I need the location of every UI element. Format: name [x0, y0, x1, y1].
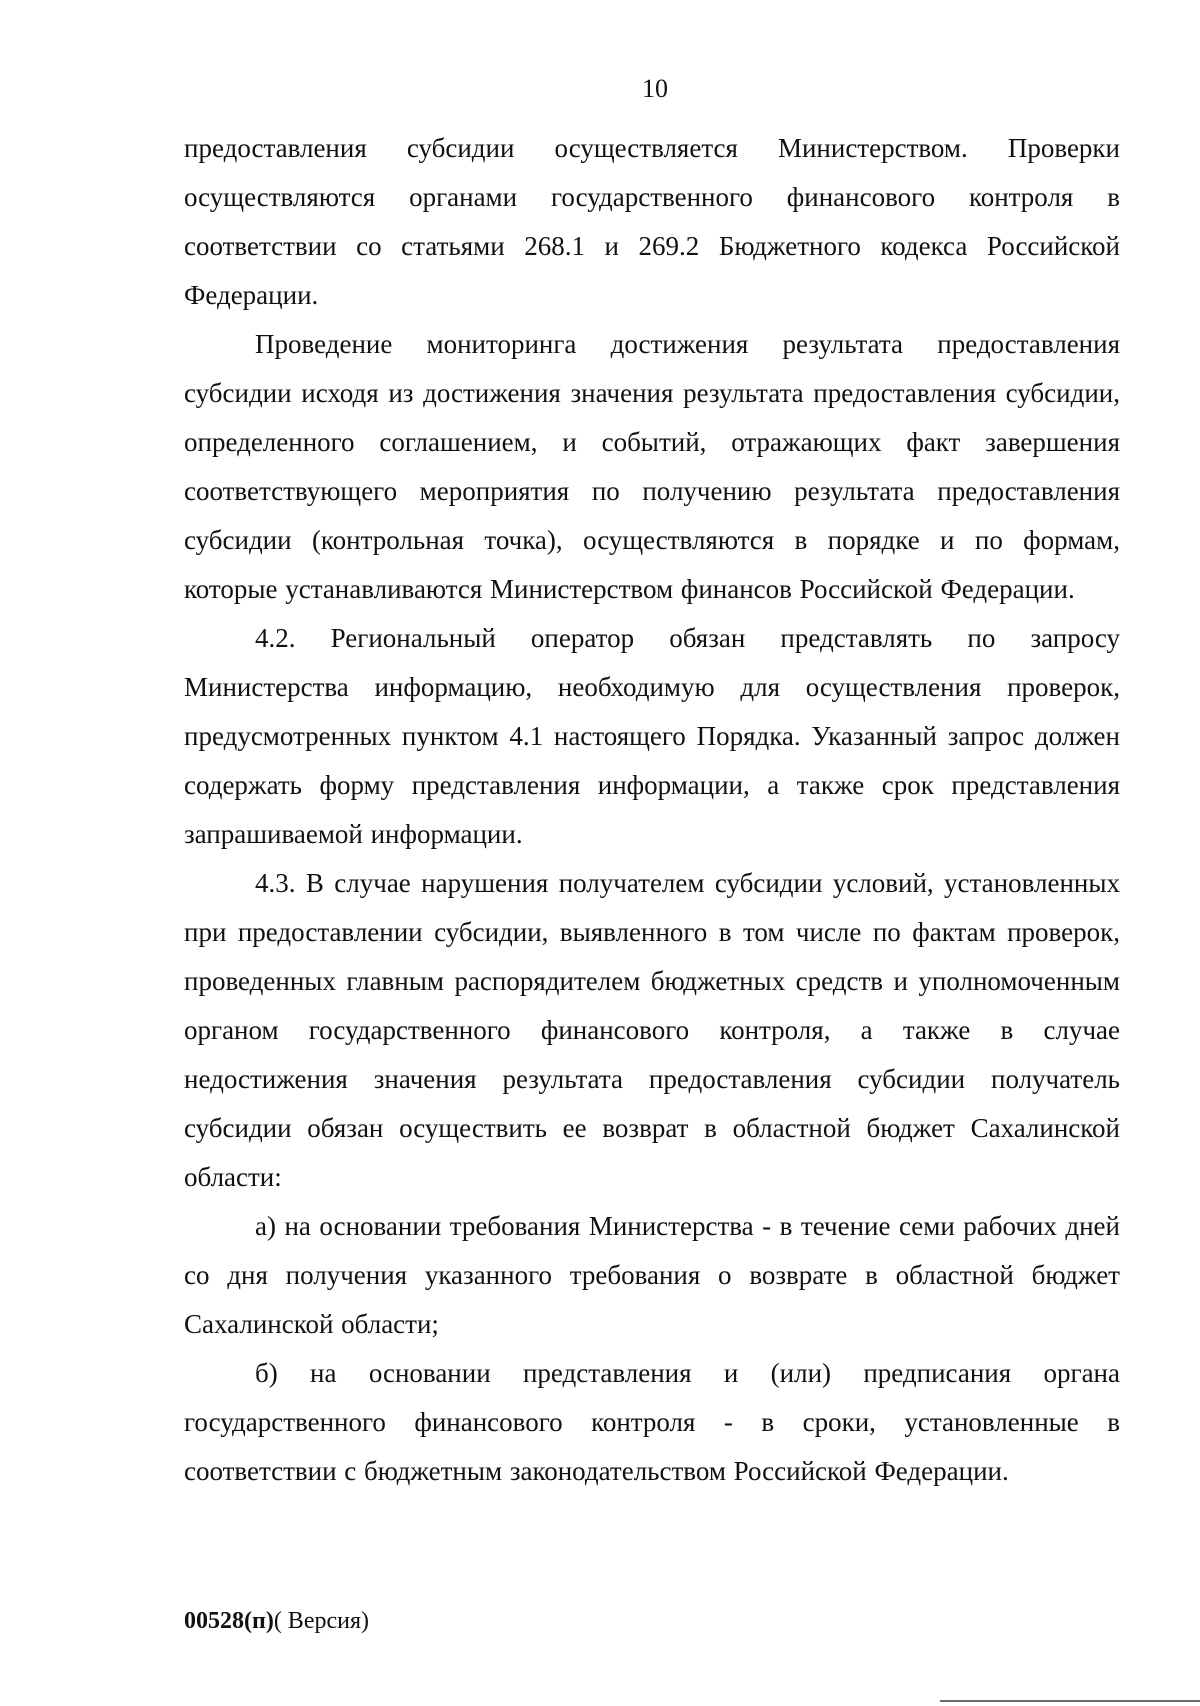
document-version: ( Версия) [273, 1608, 369, 1634]
document-footer [184, 1606, 369, 1636]
paragraph-continuation: предоставления субсидии осуществляется Министерством. Проверки осуществляются органами государственного финансового контроля в соответствии со статьями 268.1 и 269.2 Бюджетного кодекса Российской Федерации. [184, 133, 1120, 310]
document-code: 00528(п) [184, 1608, 274, 1634]
paragraph-4-2: 4.2. Региональный оператор обязан представлять по запросу Министерства информацию, необходимую для осуществления проверок, предусмотренных пунктом 4.1 настоящего Порядка. Указанный запрос должен содержать форму представления информации, а также срок представления запрашиваемой информации. [184, 623, 1120, 849]
paragraph-4-3: 4.3. В случае нарушения получателем субсидии условий, установленных при предоставлении субсидии, выявленного в том числе по фактам проверок, проведенных главным распорядителем бюджетных средств и уполномоченным органом государственного финансового контроля, а также в случае недостижения значения результата предоставления субсидии получатель субсидии обязан осуществить ее возврат в областной бюджет Сахалинской области: [184, 868, 1120, 1192]
paragraph-monitoring: Проведение мониторинга достижения результата предоставления субсидии исходя из достижения значения результата предоставления субсидии, определенного соглашением, и событий, отражающих факт завершения соответствующего мероприятия по получению результата предоставления субсидии (контрольная точка), осуществляются в порядке и по формам, которые устанавливаются Министерством финансов Российской Федерации. [184, 329, 1120, 604]
page-number: 10 [642, 74, 668, 103]
scan-edge-line [940, 1700, 1200, 1702]
paragraph-4-3-b: б) на основании представления и (или) предписания органа государственного финансового контроля - в сроки, установленные в соответствии с бюджетным законодательством Российской Федерации. [184, 1358, 1120, 1486]
document-body [184, 124, 1120, 1496]
paragraph-4-3-a: а) на основании требования Министерства - в течение семи рабочих дней со дня получения указанного требования о возврате в областной бюджет Сахалинской области; [184, 1211, 1120, 1339]
